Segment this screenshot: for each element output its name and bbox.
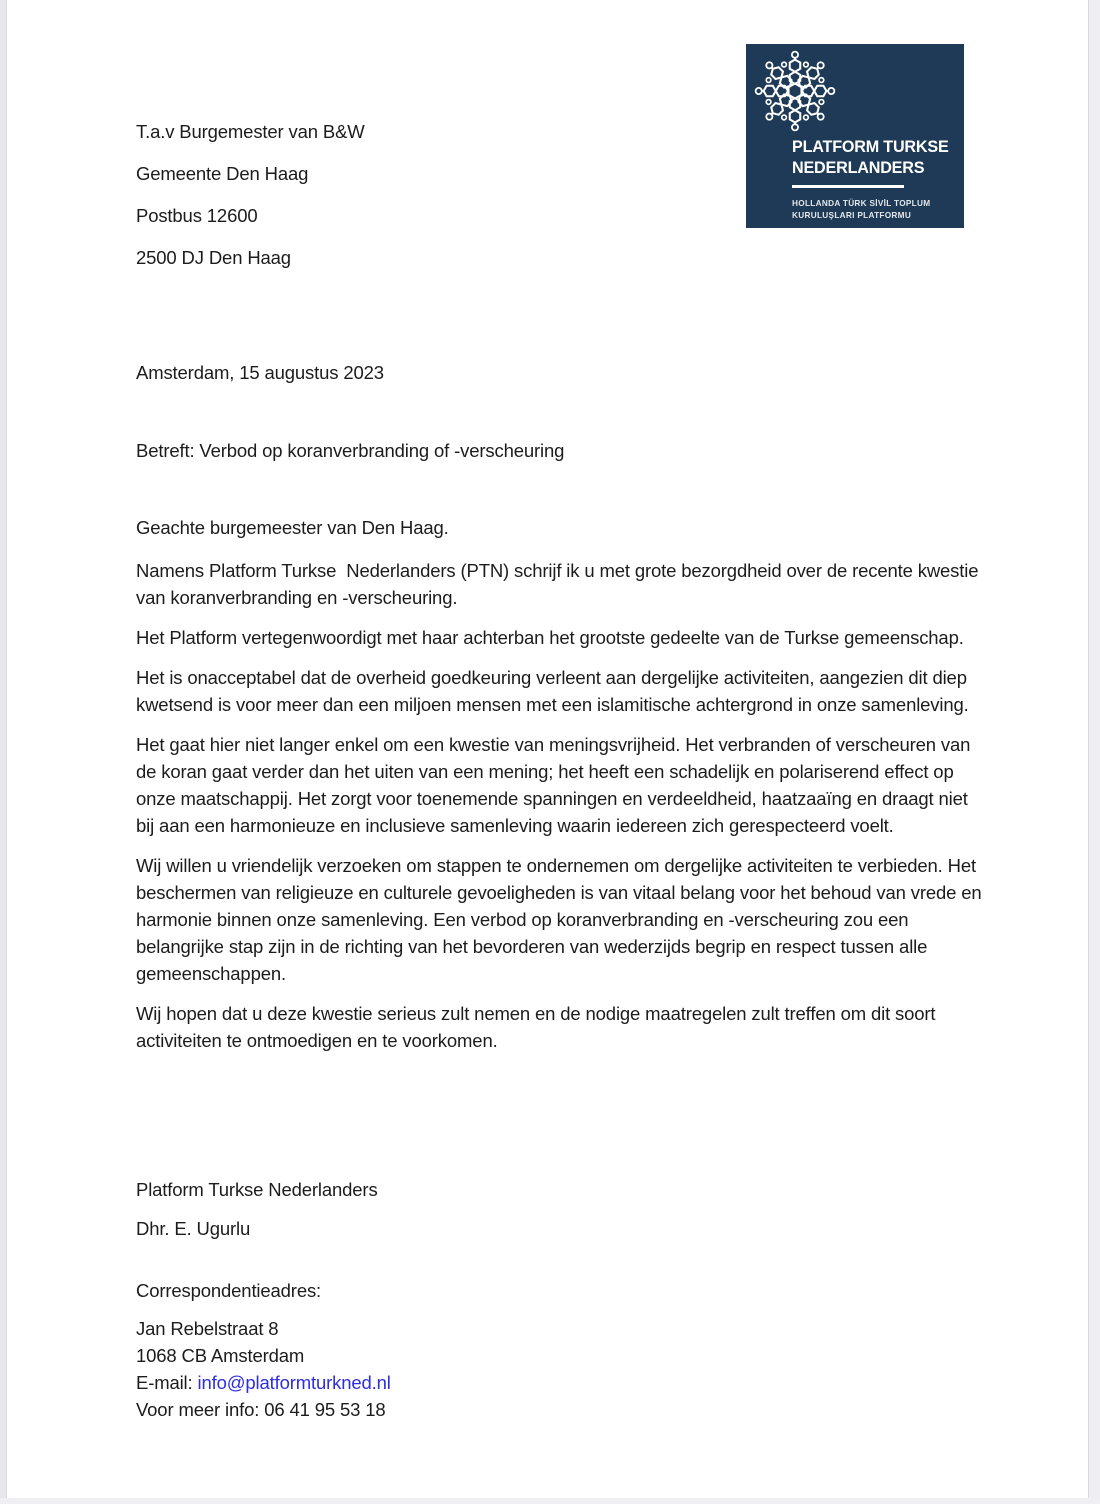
body-paragraph: Het Platform vertegenwoordigt met haar achterban het grootste gedeelte van de Turkse gemeenschap. bbox=[136, 627, 964, 648]
scan-edge-right bbox=[1088, 0, 1100, 1504]
logo-title-line1: PLATFORM TURKSE bbox=[792, 137, 949, 156]
email-label: E-mail: bbox=[136, 1372, 198, 1393]
snowflake-motif-icon bbox=[750, 46, 840, 136]
scan-edge-bottom bbox=[0, 1498, 1100, 1504]
contact-block bbox=[136, 1315, 391, 1423]
signature-name: Dhr. E. Ugurlu bbox=[136, 1218, 251, 1239]
logo-title-line2: NEDERLANDERS bbox=[792, 158, 925, 177]
recipient-line: Postbus 12600 bbox=[136, 205, 258, 226]
body-paragraph: Namens Platform Turkse Nederlanders (PTN) schrijf ik u met grote bezorgdheid over de recente kwestie van koranverbranding en -verscheuring. bbox=[136, 560, 984, 608]
contact-email-line bbox=[136, 1369, 391, 1396]
email-link[interactable]: info@platformturkned.nl bbox=[197, 1372, 391, 1393]
body-paragraph: Wij hopen dat u deze kwestie serieus zult nemen en de nodige maatregelen zult treffen om dit soort activiteiten te ontmoedigen en te voorkomen. bbox=[136, 1003, 941, 1051]
org-logo bbox=[746, 44, 964, 228]
contact-address-line1: Jan Rebelstraat 8 bbox=[136, 1318, 279, 1339]
scan-edge-left bbox=[0, 0, 7, 1504]
logo-subtitle-line1: HOLLANDA TÜRK SİVİL TOPLUM bbox=[792, 198, 931, 208]
recipient-line: 2500 DJ Den Haag bbox=[136, 247, 291, 268]
recipient-line: T.a.v Burgemester van B&W bbox=[136, 121, 365, 142]
contact-phone-line: Voor meer info: 06 41 95 53 18 bbox=[136, 1399, 386, 1420]
recipient-address-block bbox=[136, 118, 365, 286]
correspondence-label: Correspondentieadres: bbox=[136, 1280, 322, 1301]
recipient-line: Gemeente Den Haag bbox=[136, 163, 309, 184]
signature-organisation: Platform Turkse Nederlanders bbox=[136, 1179, 378, 1200]
body-paragraph: Het gaat hier niet langer enkel om een kwestie van meningsvrijheid. Het verbranden of verscheuren van de koran gaat verder dan het uiten van een mening; het heeft een schadelijk en polariserend effect op onze maatschappij. Het zorgt voor toenemende spanningen en verdeeldheid, haatzaaïng en draagt niet bij aan een harmonieuze en inclusieve samenleving waarin iedereen zich gerespecteerd voelt. bbox=[136, 734, 976, 836]
dateline: Amsterdam, 15 augustus 2023 bbox=[136, 362, 384, 383]
body-paragraph: Het is onacceptabel dat de overheid goedkeuring verleent aan dergelijke activiteiten, aangezien dit diep kwetsend is voor meer dan een miljoen mensen met een islamitische achtergrond in onze samenleving. bbox=[136, 667, 972, 715]
body-paragraph: Wij willen u vriendelijk verzoeken om stappen te ondernemen om dergelijke activiteiten te verbieden. Het beschermen van religieuze en culturele gevoeligheden is van vitaal belang voor het behoud van vrede en harmonie binnen onze samenleving. Een verbod op koranverbranding en -verscheuring zou een belangrijke stap zijn in de richting van het bevorderen van wederzijds begrip en respect tussen alle gemeenschappen. bbox=[136, 855, 987, 984]
logo-text-block bbox=[792, 136, 960, 221]
logo-divider bbox=[792, 185, 904, 188]
letter-body bbox=[136, 557, 987, 1067]
contact-address-line2: 1068 CB Amsterdam bbox=[136, 1345, 305, 1366]
signature-block bbox=[136, 1176, 378, 1254]
subject-line: Betreft: Verbod op koranverbranding of -verscheuring bbox=[136, 440, 565, 461]
salutation: Geachte burgemeester van Den Haag. bbox=[136, 517, 449, 538]
logo-subtitle-line2: KURULUŞLARI PLATFORMU bbox=[792, 210, 912, 220]
